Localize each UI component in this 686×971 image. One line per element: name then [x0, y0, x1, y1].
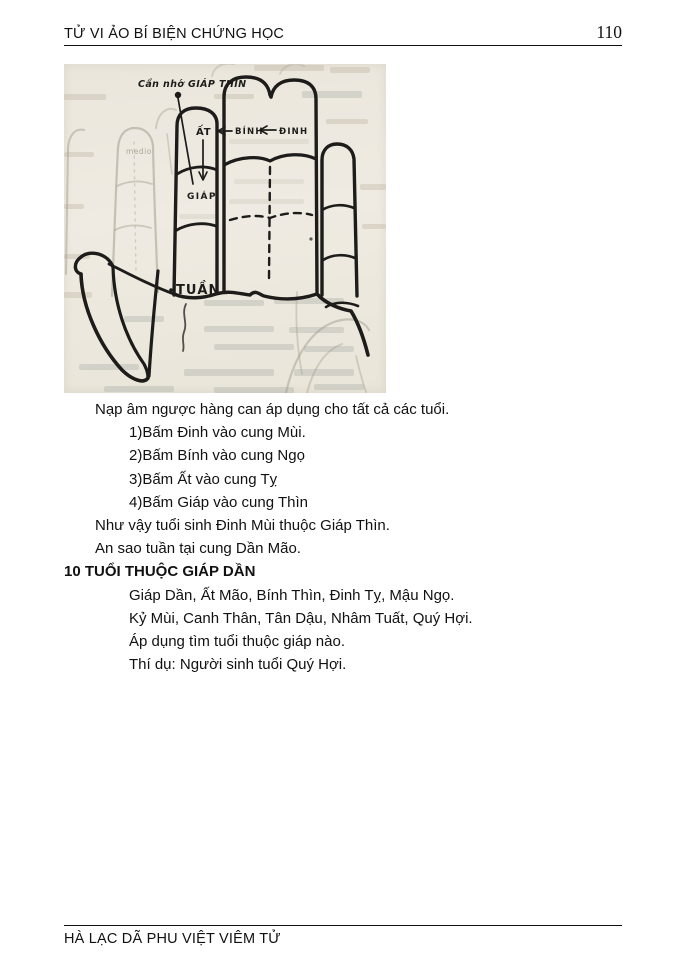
section-line-4: Thí dụ: Người sinh tuổi Quý Hợi.: [129, 656, 347, 674]
tuan-label: TUẦN: [176, 283, 221, 298]
step-line-3: 3)Bấm Ất vào cung Tỵ: [129, 470, 278, 488]
footer-text: HÀ LẠC DÃ PHU VIỆT VIÊM TỬ: [64, 931, 281, 947]
body-text: [64, 398, 624, 676]
note-label: Cần nhớ GIÁP THÌN: [138, 79, 247, 90]
step-line-4: 4)Bấm Giáp vào cung Thìn: [129, 493, 308, 511]
section-line-2: Kỷ Mùi, Canh Thân, Tân Dậu, Nhâm Tuất, Quý Hợi.: [129, 609, 473, 627]
giap-label: GIÁP: [187, 192, 217, 202]
intro-line: Nạp âm ngược hàng can áp dụng cho tất cả các tuổi.: [95, 401, 450, 418]
binh-label: BÍNH: [235, 127, 264, 137]
page-footer: [64, 925, 622, 947]
section-line-1: Giáp Dần, Ất Mão, Bính Thìn, Đinh Tỵ, Mậu Ngọ.: [129, 586, 455, 604]
step-line-2: 2)Bấm Bính vào cung Ngọ: [129, 447, 305, 465]
conclusion-line-2: An sao tuần tại cung Dần Mão.: [95, 540, 301, 558]
hand-diagram: [64, 64, 386, 393]
running-title: TỬ VI ẢO BÍ BIỆN CHỨNG HỌC: [64, 26, 285, 42]
hand-diagram-figure: [64, 64, 386, 393]
section-line-3: Áp dụng tìm tuổi thuộc giáp nào.: [129, 633, 345, 651]
step-line-1: 1)Bấm Đinh vào cung Mùi.: [129, 424, 306, 442]
conclusion-line-1: Như vậy tuổi sinh Đinh Mùi thuộc Giáp Thìn.: [95, 517, 390, 535]
middle-ring-fingers-outline: [224, 77, 317, 294]
dinh-label: ĐINH: [279, 127, 309, 137]
at-label: ẤT: [196, 127, 211, 138]
ghost-medio-label: medio: [126, 147, 152, 156]
page-header: [64, 0, 622, 46]
section-heading: 10 TUỔI THUỘC GIÁP DẦN: [64, 563, 256, 581]
page-number: 110: [596, 22, 622, 42]
